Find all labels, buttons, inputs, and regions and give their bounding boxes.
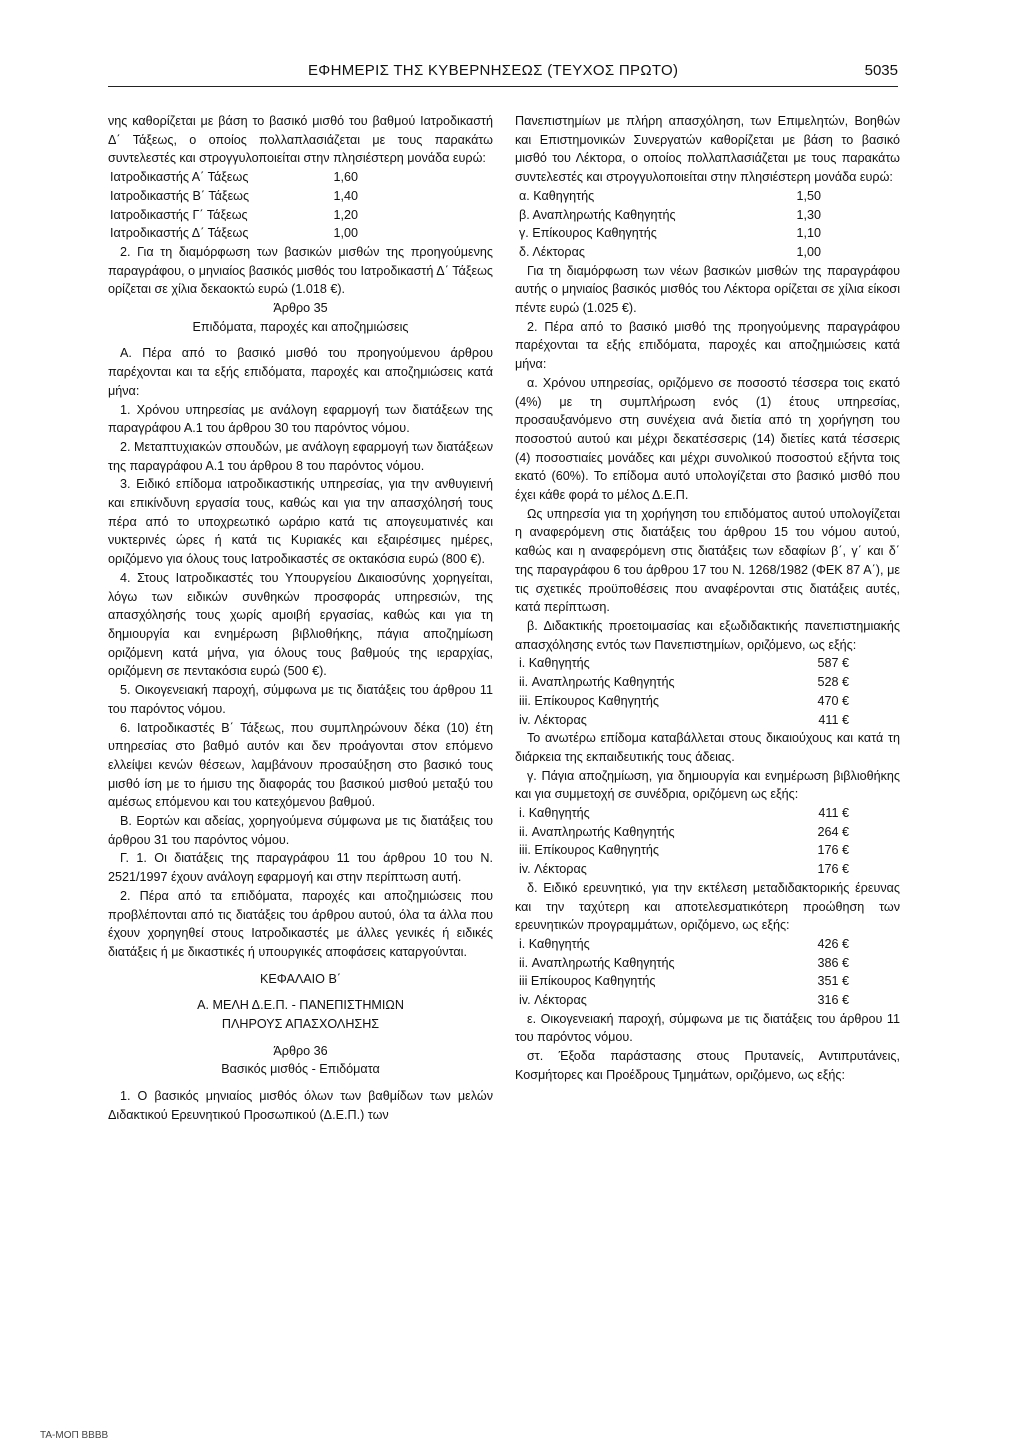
allowance-row [515, 804, 849, 823]
page-header [108, 62, 898, 84]
paragraph: 4. Στους Ιατροδικαστές του Υπουργείου Δικαιοσύνης χορηγείται, λόγω των ειδικών συνθηκών προσφοράς υπηρεσιών, της απασχόλησής τους χωρίς αμοιβή εργασίας, καθώς και για τη δημιουργία και ενημέρωση βιβλιοθήκης, πάγια αποζημίωση οριζόμενη κατά μήνα, για όλους τους βαθμούς της ιεραρχίας, οριζόμενη σε πεντακόσια ευρώ (500 €). [108, 570, 493, 679]
chapter-subtitle: Α. ΜΕΛΗ Δ.Ε.Π. - ΠΑΝΕΠΙΣΤΗΜΙΩΝ [197, 998, 404, 1013]
allowance-label: iii. Επίκουρος Καθηγητής [519, 693, 659, 708]
allowance-label: iv. Λέκτορας [519, 862, 587, 877]
footer-mark: ΤΑ-ΜΟΠ ΒΒΒΒ [40, 1430, 109, 1441]
allowance-label: ii. Αναπληρωτής Καθηγητής [519, 675, 675, 690]
coefficient-label: Ιατροδικαστής Γ΄ Τάξεως [110, 207, 248, 222]
allowance-value: 426 € [817, 936, 849, 951]
paragraph: β. Διδακτικής προετοιμασίας και εξωδιδακτικής πανεπιστημιακής απασχόλησης εντός των Πανεπιστημίων, οριζόμενο, ως εξής: [515, 618, 900, 652]
coefficient-label: Ιατροδικαστής Α΄ Τάξεως [110, 170, 249, 185]
coefficient-row [515, 243, 821, 262]
allowance-row [515, 954, 849, 973]
allowance-list [515, 654, 900, 729]
allowance-label: i. Καθηγητής [519, 936, 590, 951]
coefficient-label: α. Καθηγητής [519, 188, 595, 203]
coefficient-value: 1,50 [796, 188, 821, 203]
coefficient-label: δ. Λέκτορας [519, 244, 585, 259]
paragraph: 1. Ο βασικός μηνιαίος μισθός όλων των βαθμίδων των μελών Διδακτικού Ερευνητικού Προσωπικού (Δ.Ε.Π.) των [108, 1089, 493, 1122]
allowance-row [515, 692, 849, 711]
paragraph: 1. Χρόνου υπηρεσίας με ανάλογη εφαρμογή των διατάξεων της παραγράφου Α.1 του άρθρου 30 του παρόντος νόμου. [108, 402, 493, 436]
paragraph: 2. Για τη διαμόρφωση των βασικών μισθών της προηγούμενης παραγράφου, ο μηνιαίος βασικός μισθός του Ιατροδικαστή Δ΄ Τάξεως ορίζεται σε χίλια δεκαοκτώ ευρώ (1.018 €). [108, 244, 493, 297]
paragraph: Για τη διαμόρφωση των νέων βασικών μισθών της παραγράφου αυτής ο μηνιαίος βασικός μισθός του Λέκτορα ορίζεται σε χίλια είκοσι πέντε ευρώ (1.025 €). [515, 263, 900, 316]
paragraph: γ. Πάγια αποζημίωση, για δημιουργία και ενημέρωση βιβλιοθήκης και για συμμετοχή σε συνέδρια, οριζόμενη ως εξής: [515, 768, 900, 802]
paragraph: 3. Ειδικό επίδομα ιατροδικαστικής υπηρεσίας, για την ανθυγιεινή και επικίνδυνη εργασία τους, καθώς και για την απασχόλησή τους πέρα από το υποχρεωτικό ωράριο κατά τις απογευματινές και νυκτερινές ώρες ή κατά τις Κυριακές και εξαιρέσιμες ημέρες, οριζόμενο για όλους τους Ιατροδικαστές σε οκτακόσια ευρώ (800 €). [108, 477, 493, 567]
allowance-label: iii Επίκουρος Καθηγητής [519, 974, 656, 989]
allowance-row [515, 935, 849, 954]
coefficient-value: 1,40 [333, 188, 358, 203]
allowance-value: 316 € [817, 993, 849, 1008]
allowance-row [515, 991, 849, 1010]
allowance-row [515, 711, 849, 730]
allowance-value: 176 € [817, 862, 849, 877]
paragraph: δ. Ειδικό ερευνητικό, για την εκτέλεση μεταδιδακτορικής έρευνας και την ταχύτερη και αποτελεσματικότερη προώθηση των ερευνητικών προγραμμάτων, οριζόμενο, ως εξής: [515, 880, 900, 933]
paragraph: 6. Ιατροδικαστές Β΄ Τάξεως, που συμπληρώνουν δέκα (10) έτη υπηρεσίας στο βαθμό αυτόν και δεν προάγονται στον επόμενο ελλείψει κενών θέσεων, λαμβάνουν προσαύξηση στο βασικό τους μισθό ίση με το ήμισυ της διαφοράς του βασικού μισθού μεταξύ του αμέσως επόμενου και του κατεχόμενου βαθμού. [108, 720, 493, 810]
coefficient-value: 1,30 [796, 207, 821, 222]
allowance-row [515, 823, 849, 842]
article-subtitle: Βασικός μισθός - Επιδόματα [221, 1062, 380, 1077]
allowance-label: ii. Αναπληρωτής Καθηγητής [519, 955, 675, 970]
paragraph: 5. Οικογενειακή παροχή, σύμφωνα με τις διατάξεις του άρθρου 11 του παρόντος νόμου. [108, 683, 493, 716]
allowance-value: 528 € [817, 675, 849, 690]
coefficient-value: 1,20 [333, 207, 358, 222]
allowance-row [515, 654, 849, 673]
allowance-value: 264 € [817, 824, 849, 839]
gazette-title: ΕΦΗΜΕΡΙΣ ΤΗΣ ΚΥΒΕΡΝΗΣΕΩΣ (ΤΕΥΧΟΣ ΠΡΩΤΟ) [308, 62, 679, 79]
paragraph: 2. Πέρα από τα επιδόματα, παροχές και αποζημιώσεις που προβλέπονται από τις διατάξεις του άρθρου αυτού, όλα τα άλλα που έχουν χορηγηθεί στους Ιατροδικαστές με άλλες γενικές ή ειδικές διατάξεις ή με δικαστικές ή υπουργικές αποφάσεις καταργούνται. [108, 888, 493, 959]
left-column [108, 112, 493, 1125]
allowance-label: iv. Λέκτορας [519, 712, 587, 727]
coefficient-label: Ιατροδικαστής Β΄ Τάξεως [110, 188, 250, 203]
allowance-label: i. Καθηγητής [519, 806, 590, 821]
paragraph: Γ. 1. Οι διατάξεις της παραγράφου 11 του άρθρου 10 του Ν. 2521/1997 έχουν ανάλογη εφαρμογή και στην περίπτωση αυτή. [108, 851, 493, 885]
article-title: Άρθρο 36 [273, 1043, 328, 1058]
article-subtitle: Επιδόματα, παροχές και αποζημιώσεις [192, 319, 409, 334]
paragraph: α. Χρόνου υπηρεσίας, οριζόμενο σε ποσοστό τέσσερα τοις εκατό (4%) με τη συμπλήρωση ενός (1) έτους υπηρεσίας, προσαυξανόμενο στη συνέχεια ανά διετία από τη χορήγηση του ποσοστού αυτού και μέχρι δεκατέσσερις (14) διετίες κατά τέσσερις (4) ποσοστιαίες μονάδες και μέχρι συνολικού ποσοστού εξήντα τοις εκατό (60%). Το επίδομα αυτό υπολογίζεται στο βασικό μισθό που έχει κάθε φορά το μέλος Δ.Ε.Π. [515, 375, 900, 503]
allowance-value: 411 € [818, 806, 849, 821]
coefficient-value: 1,00 [333, 226, 358, 241]
allowance-row [515, 972, 849, 991]
allowance-value: 386 € [817, 955, 849, 970]
coefficient-label: β. Αναπληρωτής Καθηγητής [519, 207, 676, 222]
coefficient-row [515, 206, 821, 225]
allowance-row [515, 841, 849, 860]
coefficient-row [108, 168, 358, 187]
coefficient-list [108, 168, 493, 243]
paragraph: Α. Πέρα από το βασικό μισθό του προηγούμενου άρθρου παρέχονται και τα εξής επιδόματα, παροχές και αποζημιώσεις κατά μήνα: [108, 346, 493, 398]
coefficient-row [108, 187, 358, 206]
coefficient-row [108, 206, 358, 225]
chapter-subtitle: ΠΛΗΡΟΥΣ ΑΠΑΣΧΟΛΗΣΗΣ [221, 1017, 380, 1032]
allowance-value: 176 € [817, 843, 849, 858]
article-title: Άρθρο 35 [273, 301, 328, 316]
coefficient-label: γ. Επίκουρος Καθηγητής [519, 226, 657, 241]
allowance-label: iii. Επίκουρος Καθηγητής [519, 843, 659, 858]
allowance-label: ii. Αναπληρωτής Καθηγητής [519, 824, 675, 839]
paragraph: Ως υπηρεσία για τη χορήγηση του επιδόματος αυτού υπολογίζεται η αναφερόμενη στις διατάξεις του άρθρου 15 του νόμου αυτού, καθώς και η αναφερόμενη στις διατάξεις των εδαφίων β΄, γ΄ και δ΄ της παραγράφου 6 του άρθρου 17 του Ν. 1268/1982 (ΦΕΚ 87 Α΄), με τις σχετικές προϋποθέσεις που αναφέρονται στις διατάξεις αυτές, κατά περίπτωση. [515, 506, 900, 615]
allowance-label: i. Καθηγητής [519, 656, 590, 671]
allowance-value: 351 € [817, 974, 849, 989]
allowance-value: 470 € [817, 693, 849, 708]
paragraph: 2. Πέρα από το βασικό μισθό της προηγούμενης παραγράφου παρέχονται τα εξής επιδόματα, παροχές και αποζημιώσεις κατά μήνα: [515, 319, 900, 372]
paragraph: νης καθορίζεται με βάση το βασικό μισθό του βαθμού Ιατροδικαστή Δ΄ Τάξεως, ο οποίος πολλαπλασιάζεται με τους παρακάτω συντελεστές και στρογγυλοποιείται στην πλησιέστερη μονάδα ευρώ: [108, 114, 493, 166]
coefficient-value: 1,60 [333, 170, 358, 185]
allowance-value: 587 € [817, 656, 849, 671]
paragraph: 2. Μεταπτυχιακών σπουδών, με ανάλογη εφαρμογή των διατάξεων της παραγράφου Α.1 του άρθρου 8 του παρόντος νόμου. [108, 439, 493, 473]
coefficient-value: 1,10 [796, 226, 821, 241]
allowance-row [515, 860, 849, 879]
coefficient-row [515, 224, 821, 243]
right-column [515, 112, 900, 1085]
header-rule [108, 86, 898, 87]
coefficient-label: Ιατροδικαστής Δ΄ Τάξεως [110, 226, 249, 241]
paragraph: στ. Έξοδα παράστασης στους Πρυτανείς, Αντιπρυτάνεις, Κοσμήτορες και Προέδρους Τμημάτων, οριζόμενο, ως εξής: [515, 1049, 900, 1082]
coefficient-row [515, 187, 821, 206]
coefficient-value: 1,00 [796, 244, 821, 259]
allowance-list [515, 804, 900, 879]
allowance-value: 411 € [818, 712, 849, 727]
paragraph: Β. Εορτών και αδείας, χορηγούμενα σύμφωνα με τις διατάξεις του άρθρου 31 του παρόντος νόμου. [108, 814, 493, 847]
allowance-label: iv. Λέκτορας [519, 993, 587, 1008]
allowance-row [515, 673, 849, 692]
coefficient-list [515, 187, 900, 262]
chapter-title: ΚΕΦΑΛΑΙΟ Β΄ [259, 971, 342, 986]
allowance-list [515, 935, 900, 1010]
paragraph: ε. Οικογενειακή παροχή, σύμφωνα με τις διατάξεις του άρθρου 11 του παρόντος νόμου. [515, 1011, 900, 1045]
page-number: 5035 [864, 62, 898, 79]
paragraph: Πανεπιστημίων με πλήρη απασχόληση, των Επιμελητών, Βοηθών και Επιστημονικών Συνεργατών καθορίζεται με βάση το βασικό μισθό του Λέκτορα, ο οποίος πολλαπλασιάζεται με τους παρακάτω συντελεστές και στρογγυλοποιείται στην πλησιέστερη μονάδα ευρώ: [515, 114, 900, 185]
coefficient-row [108, 224, 358, 243]
paragraph: Το ανωτέρω επίδομα καταβάλλεται στους δικαιούχους και κατά τη διάρκεια της εκπαιδευτικής τους άδειας. [515, 731, 900, 764]
